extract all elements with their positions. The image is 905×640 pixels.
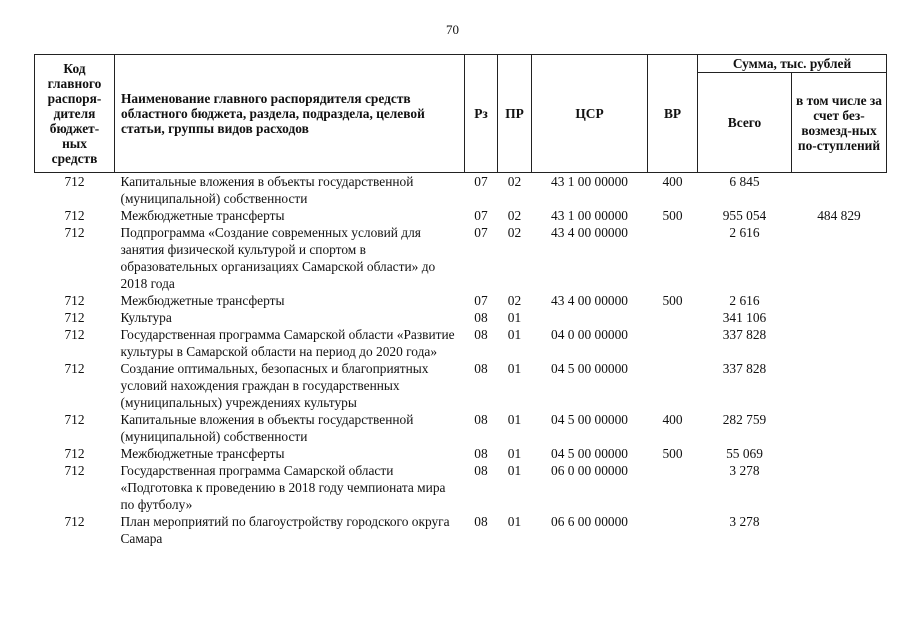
cell-rz: 07 — [474, 293, 488, 308]
cell-name: Капитальные вложения в объекты государственной (муниципальной) собственности — [120, 174, 414, 206]
cell-csr: 06 6 00 00000 — [551, 514, 628, 529]
cell-name: Подпрограмма «Создание современных условий для занятия физической культурой и спортом в образовательных организациях Самарской области» до 2018 года — [120, 225, 436, 291]
cell-total: 337 828 — [722, 361, 767, 376]
cell-code: 712 — [64, 412, 85, 427]
cell-rz: 08 — [474, 412, 488, 427]
cell-code: 712 — [64, 361, 85, 376]
cell-vr — [648, 224, 698, 292]
cell-pr: 02 — [507, 208, 522, 223]
cell-code: 712 — [64, 208, 85, 223]
cell-pr: 01 — [507, 514, 522, 529]
cell-pr: 01 — [507, 361, 522, 376]
cell-csr: 04 5 00 00000 — [551, 412, 628, 427]
cell-pr: 01 — [507, 463, 522, 478]
cell-total: 55 069 — [726, 446, 763, 461]
cell-free — [792, 173, 887, 208]
cell-vr: 400 — [662, 174, 683, 189]
cell-free — [792, 326, 887, 360]
cell-pr: 01 — [507, 327, 522, 342]
cell-rz: 07 — [474, 174, 488, 189]
cell-csr: 43 4 00 00000 — [551, 293, 628, 308]
header-csr: ЦСР — [532, 55, 648, 173]
cell-rz: 08 — [474, 327, 488, 342]
cell-free — [792, 224, 887, 292]
cell-name: Государственная программа Самарской области «Развитие культуры в Самарской области на период до 2020 года» — [120, 327, 455, 359]
table-row — [35, 513, 887, 547]
cell-pr: 02 — [507, 225, 522, 240]
cell-pr: 02 — [507, 174, 522, 189]
cell-name: Государственная программа Самарской области «Подготовка к проведению в 2018 году чемпионата мира по футболу» — [120, 463, 446, 512]
cell-vr — [648, 462, 698, 513]
cell-vr — [648, 360, 698, 411]
table-row — [35, 207, 887, 224]
header-pr: ПР — [498, 55, 532, 173]
cell-vr: 400 — [662, 412, 683, 427]
cell-free: 484 829 — [817, 208, 861, 223]
cell-free — [792, 462, 887, 513]
table-row — [35, 360, 887, 411]
cell-pr: 01 — [507, 310, 522, 325]
header-free: в том числе за счет без-возмезд-ных по-ступлений — [792, 73, 887, 173]
cell-csr: 43 1 00 00000 — [551, 174, 628, 189]
cell-rz: 08 — [474, 310, 488, 325]
cell-code: 712 — [64, 293, 85, 308]
cell-pr: 01 — [507, 446, 522, 461]
header-sum: Сумма, тыс. рублей — [698, 55, 887, 73]
cell-name: Межбюджетные трансферты — [120, 446, 285, 461]
cell-rz: 08 — [474, 361, 488, 376]
table-header — [35, 55, 887, 173]
header-total: Всего — [698, 73, 792, 173]
cell-vr — [648, 513, 698, 547]
cell-name: Межбюджетные трансферты — [120, 208, 285, 223]
cell-csr: 06 0 00 00000 — [551, 463, 628, 478]
cell-rz: 07 — [474, 225, 488, 240]
table-row — [35, 411, 887, 445]
cell-total: 3 278 — [729, 463, 760, 478]
cell-total: 2 616 — [729, 225, 760, 240]
header-vr: ВР — [648, 55, 698, 173]
cell-name: План мероприятий по благоустройству городского округа Самара — [120, 514, 450, 546]
cell-csr: 43 4 00 00000 — [551, 225, 628, 240]
cell-free — [792, 292, 887, 309]
cell-pr: 02 — [507, 293, 522, 308]
cell-rz: 07 — [474, 208, 488, 223]
cell-total: 2 616 — [729, 293, 760, 308]
table-row — [35, 292, 887, 309]
cell-name: Межбюджетные трансферты — [120, 293, 285, 308]
cell-vr — [648, 326, 698, 360]
header-code: Код главного распоря-дителя бюджет-ных средств — [35, 55, 115, 173]
table-row — [35, 445, 887, 462]
table-row — [35, 224, 887, 292]
cell-csr: 04 5 00 00000 — [551, 361, 628, 376]
cell-name: Капитальные вложения в объекты государственной (муниципальной) собственности — [120, 412, 414, 444]
cell-rz: 08 — [474, 463, 488, 478]
cell-vr: 500 — [662, 446, 683, 461]
table-row — [35, 326, 887, 360]
cell-csr: 43 1 00 00000 — [551, 208, 628, 223]
cell-name: Культура — [120, 310, 172, 325]
cell-vr — [648, 309, 698, 326]
cell-free — [792, 411, 887, 445]
cell-free — [792, 309, 887, 326]
cell-code: 712 — [64, 225, 85, 240]
header-rz: Рз — [465, 55, 498, 173]
cell-total: 3 278 — [729, 514, 760, 529]
cell-rz: 08 — [474, 514, 488, 529]
cell-pr: 01 — [507, 412, 522, 427]
cell-free — [792, 513, 887, 547]
page-number: 70 — [446, 22, 459, 37]
cell-code: 712 — [64, 514, 85, 529]
cell-vr: 500 — [662, 293, 683, 308]
table-row — [35, 462, 887, 513]
table-row — [35, 173, 887, 208]
cell-vr: 500 — [662, 208, 683, 223]
cell-total: 955 054 — [722, 208, 767, 223]
cell-csr — [532, 309, 648, 326]
cell-csr: 04 0 00 00000 — [551, 327, 628, 342]
cell-free — [792, 445, 887, 462]
cell-total: 282 759 — [722, 412, 767, 427]
cell-code: 712 — [64, 446, 85, 461]
budget-table — [34, 54, 887, 547]
table-row — [35, 309, 887, 326]
cell-code: 712 — [64, 327, 85, 342]
cell-csr: 04 5 00 00000 — [551, 446, 628, 461]
table-body — [35, 173, 887, 548]
cell-code: 712 — [64, 310, 85, 325]
cell-name: Создание оптимальных, безопасных и благоприятных условий нахождения граждан в государственных (муниципальных) учреждениях культуры — [120, 361, 429, 410]
cell-code: 712 — [64, 174, 85, 189]
cell-total: 337 828 — [722, 327, 767, 342]
cell-rz: 08 — [474, 446, 488, 461]
cell-code: 712 — [64, 463, 85, 478]
cell-total: 341 106 — [722, 310, 767, 325]
header-name: Наименование главного распорядителя средств областного бюджета, раздела, подраздела, целевой статьи, группы видов расходов — [115, 55, 465, 173]
cell-total: 6 845 — [729, 174, 760, 189]
cell-free — [792, 360, 887, 411]
